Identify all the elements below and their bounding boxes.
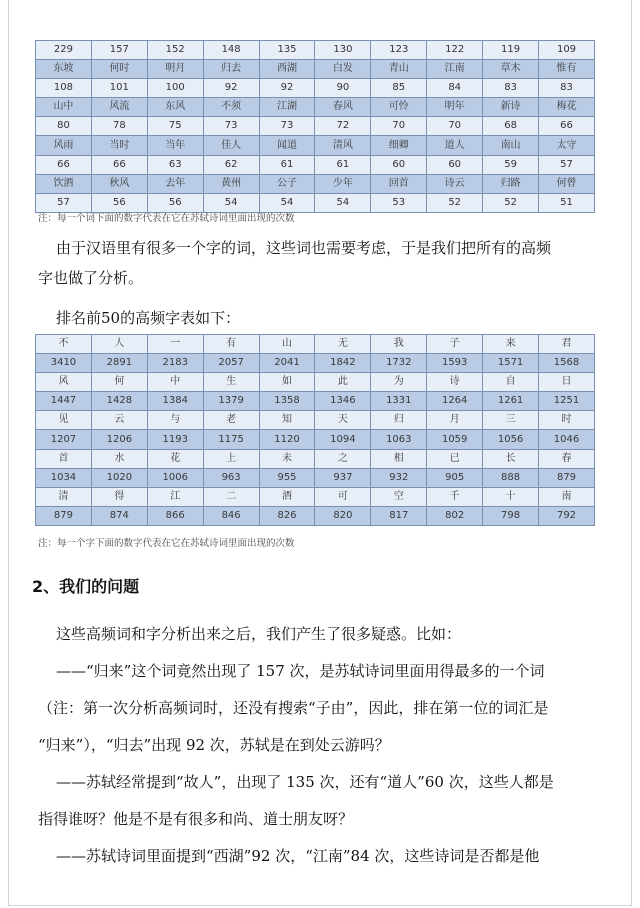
body-line: ——苏轼经常提到“故人”，出现了 135 次，还有“道人”60 次，这些人都是 [56,773,554,791]
table-cell: 54 [259,193,315,212]
table-cell: 1568 [539,354,595,373]
table-cell: 2041 [259,354,315,373]
table-cell: 92 [203,79,259,98]
table-cell: 101 [91,79,147,98]
table-cell: 820 [315,506,371,525]
table-cell: 之 [315,449,371,468]
table-row [36,79,595,98]
table-cell: 53 [371,193,427,212]
table-cell: 秋风 [91,174,147,193]
table-cell: 不 [36,335,92,354]
table-cell: 152 [147,41,203,60]
table-cell: 此 [315,373,371,392]
table-cell: 首 [36,449,92,468]
table-cell: 52 [483,193,539,212]
table-cell: 51 [539,193,595,212]
table-cell: 3410 [36,354,92,373]
table-cell: 802 [427,506,483,525]
table-cell: 1094 [315,430,371,449]
table-cell: 草木 [483,60,539,79]
table-cell: 诗云 [427,174,483,193]
body-line: 这些高频词和字分析出来之后，我们产生了很多疑惑。比如： [56,625,462,643]
section-heading: 2、我们的问题 [32,577,140,596]
table-cell: 1331 [371,392,427,411]
table-cell: 1251 [539,392,595,411]
table-cell: 70 [427,117,483,136]
table-cell: 57 [36,193,92,212]
table-cell: 明月 [147,60,203,79]
table-cell: 千 [427,487,483,506]
table-row [36,174,595,193]
table-cell: 1384 [147,392,203,411]
table-cell: 来 [483,335,539,354]
table-cell: 888 [483,468,539,487]
table-row [36,98,595,117]
table-cell: 风 [36,373,92,392]
table-cell: 1120 [259,430,315,449]
table-cell: 59 [483,155,539,174]
table-cell: 江南 [427,60,483,79]
table-row [36,354,595,373]
table-row [36,373,595,392]
table-cell: 三 [483,411,539,430]
table-cell: 清风 [315,136,371,155]
table-cell: 可 [315,487,371,506]
table-cell: 佳人 [203,136,259,155]
table2-note: 注：每一个字下面的数字代表在它在苏轼诗词里面出现的次数 [38,538,295,549]
table-cell: 明年 [427,98,483,117]
table-cell: 1842 [315,354,371,373]
table-cell: 已 [427,449,483,468]
table-cell: 63 [147,155,203,174]
table-cell: 有 [203,335,259,354]
table-cell: 1261 [483,392,539,411]
table-cell: 874 [91,506,147,525]
body-line: （注：第一次分析高频词时，还没有搜索“子由”，因此，排在第一位的词汇是 [38,699,549,717]
table-cell: 见 [36,411,92,430]
table-cell: 1264 [427,392,483,411]
table-cell: 1175 [203,430,259,449]
table-cell: 792 [539,506,595,525]
table-row [36,136,595,155]
table-cell: 879 [539,468,595,487]
table-cell: 长 [483,449,539,468]
table1-note: 注：每一个词下面的数字代表在它在苏轼诗词里面出现的次数 [38,213,295,224]
table-cell: 90 [315,79,371,98]
table-cell: 自 [483,373,539,392]
table-cell: 68 [483,117,539,136]
table-cell: 54 [203,193,259,212]
table-cell: 山中 [36,98,92,117]
table-cell: 1020 [91,468,147,487]
table-cell: 66 [36,155,92,174]
table-cell: 风流 [91,98,147,117]
table-cell: 归去 [203,60,259,79]
table-cell: 1006 [147,468,203,487]
table-cell: 108 [36,79,92,98]
table-cell: 57 [539,155,595,174]
table-cell: 54 [315,193,371,212]
table-cell: 60 [427,155,483,174]
table-cell: 2183 [147,354,203,373]
frequent-characters-table [35,334,595,526]
table-cell: 何时 [91,60,147,79]
table-cell: 饮酒 [36,174,92,193]
table-row [36,487,595,506]
table-cell: 二 [203,487,259,506]
table-cell: 83 [483,79,539,98]
table-cell: 可怜 [371,98,427,117]
table-cell: 日 [539,373,595,392]
paragraph-line: 字也做了分析。 [38,269,144,287]
table-row [36,506,595,525]
table-row [36,60,595,79]
table-cell: 1059 [427,430,483,449]
table-cell: 当年 [147,136,203,155]
table-cell: 人 [91,335,147,354]
table-cell: 月 [427,411,483,430]
table-cell: 新诗 [483,98,539,117]
table-cell: 119 [483,41,539,60]
table-cell: 1358 [259,392,315,411]
table-cell: 955 [259,468,315,487]
table-cell: 酒 [259,487,315,506]
table-cell: 80 [36,117,92,136]
table-cell: 92 [259,79,315,98]
table-cell: 未 [259,449,315,468]
table-cell: 70 [371,117,427,136]
table-cell: 知 [259,411,315,430]
frequent-words-table [35,40,595,213]
table-cell: 诗 [427,373,483,392]
table-cell: 白发 [315,60,371,79]
table-cell: 817 [371,506,427,525]
paragraph-line: 由于汉语里有很多一个字的词，这些词也需要考虑，于是我们把所有的高频 [56,239,552,257]
table-cell: 江湖 [259,98,315,117]
table-cell: 75 [147,117,203,136]
table-cell: 798 [483,506,539,525]
table-cell: 1447 [36,392,92,411]
table-cell: 1379 [203,392,259,411]
table-cell: 846 [203,506,259,525]
table-row [36,117,595,136]
table-cell: 157 [91,41,147,60]
table-cell: 130 [315,41,371,60]
table-row [36,335,595,354]
body-line: 指得谁呀？他是不是有很多和尚、道士朋友呀？ [38,810,354,828]
table-row [36,392,595,411]
table-cell: 122 [427,41,483,60]
table-cell: 与 [147,411,203,430]
table-row [36,449,595,468]
table-cell: 为 [371,373,427,392]
table-cell: 61 [259,155,315,174]
table-cell: 春 [539,449,595,468]
table-cell: 道人 [427,136,483,155]
table-row [36,155,595,174]
table-cell: 85 [371,79,427,98]
table-cell: 南 [539,487,595,506]
table-cell: 云 [91,411,147,430]
table-cell: 十 [483,487,539,506]
table-cell: 江 [147,487,203,506]
table-cell: 229 [36,41,92,60]
table-cell: 归路 [483,174,539,193]
table-cell: 无 [315,335,371,354]
table-cell: 73 [259,117,315,136]
table-cell: 太守 [539,136,595,155]
table-cell: 回首 [371,174,427,193]
table-cell: 梅花 [539,98,595,117]
table-cell: 天 [315,411,371,430]
table-cell: 826 [259,506,315,525]
table-cell: 84 [427,79,483,98]
table-cell: 上 [203,449,259,468]
table-cell: 1193 [147,430,203,449]
table-cell: 1034 [36,468,92,487]
table-cell: 惟有 [539,60,595,79]
table-cell: 135 [259,41,315,60]
table2-intro: 排名前50的高频字表如下： [56,309,241,327]
table-cell: 西湖 [259,60,315,79]
table-cell: 1732 [371,354,427,373]
table-cell: 东风 [147,98,203,117]
table-cell: 123 [371,41,427,60]
table-cell: 61 [315,155,371,174]
body-line: ——苏轼诗词里面提到“西湖”92 次，“江南”84 次，这些诗词是否都是他 [56,847,540,865]
table-cell: 何 [91,373,147,392]
table-cell: 1206 [91,430,147,449]
table-cell: 风雨 [36,136,92,155]
table-cell: 879 [36,506,92,525]
table-cell: 空 [371,487,427,506]
table-cell: 1063 [371,430,427,449]
table-cell: 73 [203,117,259,136]
table-cell: 相 [371,449,427,468]
table-cell: 东坡 [36,60,92,79]
table-cell: 如 [259,373,315,392]
table-cell: 得 [91,487,147,506]
body-line: ——“归来”这个词竟然出现了 157 次，是苏轼诗词里面用得最多的一个词 [56,662,545,680]
table-cell: 1046 [539,430,595,449]
table-cell: 公子 [259,174,315,193]
table-cell: 66 [91,155,147,174]
table-cell: 937 [315,468,371,487]
table-cell: 何曾 [539,174,595,193]
table-cell: 清 [36,487,92,506]
table-cell: 1571 [483,354,539,373]
table-cell: 1428 [91,392,147,411]
table-cell: 1056 [483,430,539,449]
table-cell: 君 [539,335,595,354]
table-cell: 56 [91,193,147,212]
table-cell: 细卿 [371,136,427,155]
table-cell: 不须 [203,98,259,117]
table-cell: 子 [427,335,483,354]
table-cell: 963 [203,468,259,487]
table-cell: 中 [147,373,203,392]
table-cell: 148 [203,41,259,60]
table-cell: 1346 [315,392,371,411]
table-cell: 866 [147,506,203,525]
table-cell: 1593 [427,354,483,373]
table-row [36,430,595,449]
table-cell: 78 [91,117,147,136]
table-cell: 生 [203,373,259,392]
table-cell: 109 [539,41,595,60]
table-cell: 100 [147,79,203,98]
table-cell: 60 [371,155,427,174]
table-cell: 2057 [203,354,259,373]
table-cell: 1207 [36,430,92,449]
body-line: “归来”），“归去”出现 92 次，苏轼是在到处云游吗？ [38,736,390,754]
table-cell: 66 [539,117,595,136]
table-cell: 56 [147,193,203,212]
table-cell: 水 [91,449,147,468]
table-cell: 905 [427,468,483,487]
table-cell: 花 [147,449,203,468]
table-cell: 春风 [315,98,371,117]
table-row [36,41,595,60]
table-row [36,468,595,487]
table-cell: 归 [371,411,427,430]
table-cell: 山 [259,335,315,354]
table-cell: 83 [539,79,595,98]
table-cell: 少年 [315,174,371,193]
table-cell: 我 [371,335,427,354]
table-cell: 72 [315,117,371,136]
table-cell: 闻道 [259,136,315,155]
table-cell: 当时 [91,136,147,155]
table-cell: 2891 [91,354,147,373]
table-cell: 62 [203,155,259,174]
table-cell: 黄州 [203,174,259,193]
table-cell: 南山 [483,136,539,155]
table-cell: 时 [539,411,595,430]
table-cell: 去年 [147,174,203,193]
table-cell: 一 [147,335,203,354]
table-cell: 青山 [371,60,427,79]
table-cell: 52 [427,193,483,212]
table-cell: 老 [203,411,259,430]
table-row [36,411,595,430]
table-cell: 932 [371,468,427,487]
